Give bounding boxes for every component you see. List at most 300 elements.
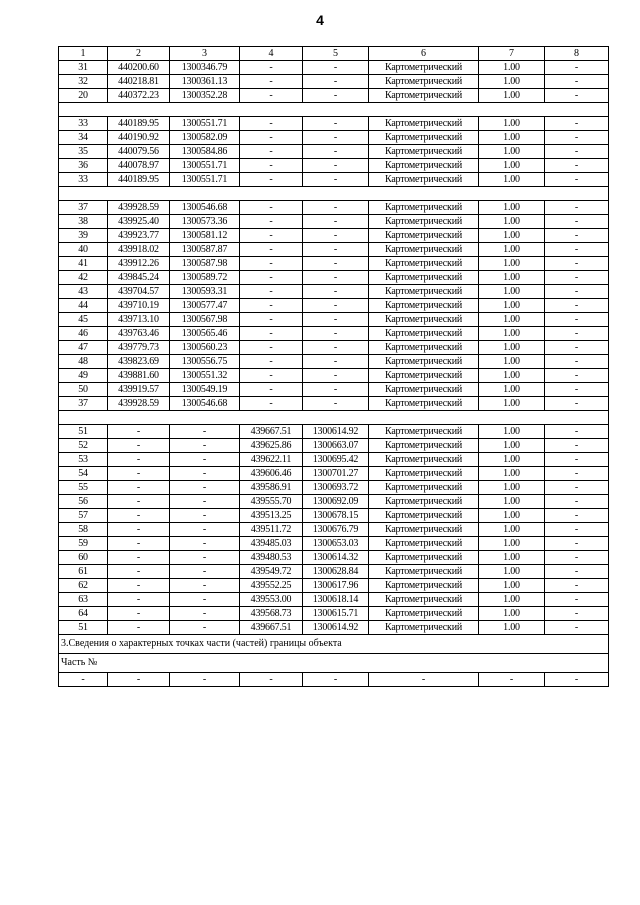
table-cell: - bbox=[545, 673, 609, 687]
table-row bbox=[59, 201, 609, 215]
table-row bbox=[59, 439, 609, 453]
table-cell: 439625.86 bbox=[240, 439, 303, 453]
table-cell: 1300678.15 bbox=[303, 509, 369, 523]
table-cell: - bbox=[545, 285, 609, 299]
table-cell: 1300346.79 bbox=[170, 61, 240, 75]
table-row bbox=[59, 453, 609, 467]
table-cell: - bbox=[303, 201, 369, 215]
table-cell: 439779.73 bbox=[108, 341, 170, 355]
table-cell: - bbox=[545, 327, 609, 341]
table-cell: 439845.24 bbox=[108, 271, 170, 285]
table-cell: Картометрический bbox=[369, 61, 479, 75]
table-row bbox=[59, 257, 609, 271]
table-cell: 1.00 bbox=[479, 621, 545, 635]
table-cell: - bbox=[170, 425, 240, 439]
table-cell: - bbox=[108, 537, 170, 551]
table-row bbox=[59, 397, 609, 411]
table-cell: Картометрический bbox=[369, 89, 479, 103]
table-cell: 1.00 bbox=[479, 355, 545, 369]
table-cell: 63 bbox=[59, 593, 108, 607]
table-row bbox=[59, 271, 609, 285]
table-cell: 1300614.92 bbox=[303, 621, 369, 635]
table-cell: Картометрический bbox=[369, 243, 479, 257]
table-row bbox=[59, 593, 609, 607]
table-cell: 61 bbox=[59, 565, 108, 579]
table-cell: 1300551.32 bbox=[170, 369, 240, 383]
table-cell: 1300556.75 bbox=[170, 355, 240, 369]
table-cell: 439912.26 bbox=[108, 257, 170, 271]
table-cell: - bbox=[303, 369, 369, 383]
table-cell: 439928.59 bbox=[108, 201, 170, 215]
table-cell: - bbox=[545, 621, 609, 635]
table-cell: Картометрический bbox=[369, 495, 479, 509]
table-row bbox=[59, 537, 609, 551]
table-cell: - bbox=[108, 579, 170, 593]
part-label-row bbox=[59, 654, 609, 673]
table-cell: 1300676.79 bbox=[303, 523, 369, 537]
table-cell: - bbox=[369, 673, 479, 687]
table-cell: - bbox=[303, 299, 369, 313]
table-cell: Картометрический bbox=[369, 173, 479, 187]
table-cell: Картометрический bbox=[369, 621, 479, 635]
table-cell: - bbox=[545, 271, 609, 285]
table-cell: 1.00 bbox=[479, 341, 545, 355]
group-separator-row bbox=[59, 103, 609, 117]
table-cell: - bbox=[108, 467, 170, 481]
table-cell: - bbox=[545, 481, 609, 495]
table-cell: - bbox=[303, 145, 369, 159]
table-cell: 440190.92 bbox=[108, 131, 170, 145]
table-row bbox=[59, 215, 609, 229]
table-cell: 46 bbox=[59, 327, 108, 341]
table-cell: - bbox=[303, 243, 369, 257]
table-cell: - bbox=[545, 341, 609, 355]
table-cell: 1.00 bbox=[479, 383, 545, 397]
table-cell: Картометрический bbox=[369, 229, 479, 243]
table-cell: 1.00 bbox=[479, 551, 545, 565]
table-cell: - bbox=[240, 673, 303, 687]
table-cell: - bbox=[545, 495, 609, 509]
table-cell: 1.00 bbox=[479, 257, 545, 271]
table-cell: - bbox=[108, 565, 170, 579]
table-cell: - bbox=[170, 607, 240, 621]
table-cell: 1.00 bbox=[479, 467, 545, 481]
table-cell: 42 bbox=[59, 271, 108, 285]
table-cell: - bbox=[303, 383, 369, 397]
table-cell: Картометрический bbox=[369, 439, 479, 453]
table-cell: 37 bbox=[59, 201, 108, 215]
table-cell: 1300577.47 bbox=[170, 299, 240, 313]
table-cell: 1.00 bbox=[479, 523, 545, 537]
table-cell: 1300584.86 bbox=[170, 145, 240, 159]
table-cell: 1.00 bbox=[479, 313, 545, 327]
table-cell: - bbox=[545, 313, 609, 327]
table-row bbox=[59, 425, 609, 439]
table-row bbox=[59, 607, 609, 621]
table-cell: - bbox=[545, 89, 609, 103]
table-cell: 40 bbox=[59, 243, 108, 257]
table-row bbox=[59, 229, 609, 243]
table-cell: 57 bbox=[59, 509, 108, 523]
table-cell: - bbox=[170, 551, 240, 565]
table-cell: 1.00 bbox=[479, 299, 545, 313]
table-cell: 1.00 bbox=[479, 369, 545, 383]
table-cell: 439555.70 bbox=[240, 495, 303, 509]
table-cell: Картометрический bbox=[369, 131, 479, 145]
table-cell: 41 bbox=[59, 257, 108, 271]
table-cell: - bbox=[240, 383, 303, 397]
separator-cell bbox=[59, 411, 609, 425]
table-cell: - bbox=[545, 453, 609, 467]
table-cell: 1300546.68 bbox=[170, 397, 240, 411]
table-cell: 44 bbox=[59, 299, 108, 313]
table-cell: - bbox=[240, 243, 303, 257]
table-cell: 439918.02 bbox=[108, 243, 170, 257]
table-cell: - bbox=[545, 397, 609, 411]
table-row bbox=[59, 313, 609, 327]
table-cell: 56 bbox=[59, 495, 108, 509]
table-cell: 439549.72 bbox=[240, 565, 303, 579]
table-cell: - bbox=[240, 369, 303, 383]
table-cell: 1.00 bbox=[479, 243, 545, 257]
table-cell: - bbox=[170, 439, 240, 453]
table-cell: - bbox=[545, 75, 609, 89]
table-cell: - bbox=[108, 523, 170, 537]
table-row bbox=[59, 369, 609, 383]
part-label: Часть № bbox=[59, 654, 609, 673]
column-header: 6 bbox=[369, 47, 479, 61]
table-cell: 1300361.13 bbox=[170, 75, 240, 89]
table-cell: 1.00 bbox=[479, 229, 545, 243]
table-cell: 64 bbox=[59, 607, 108, 621]
table-cell: 1.00 bbox=[479, 397, 545, 411]
table-cell: - bbox=[240, 117, 303, 131]
table-cell: - bbox=[303, 117, 369, 131]
table-cell: 32 bbox=[59, 75, 108, 89]
table-cell: - bbox=[545, 159, 609, 173]
table-cell: - bbox=[108, 673, 170, 687]
table-cell: - bbox=[59, 673, 108, 687]
table-cell: 439710.19 bbox=[108, 299, 170, 313]
table-cell: Картометрический bbox=[369, 145, 479, 159]
table-cell: 37 bbox=[59, 397, 108, 411]
table-cell: - bbox=[240, 341, 303, 355]
table-cell: 59 bbox=[59, 537, 108, 551]
table-row bbox=[59, 495, 609, 509]
table-cell: - bbox=[303, 229, 369, 243]
table-cell: - bbox=[240, 355, 303, 369]
table-cell: 1300551.71 bbox=[170, 117, 240, 131]
table-cell: - bbox=[240, 285, 303, 299]
column-header: 4 bbox=[240, 47, 303, 61]
table-cell: 1.00 bbox=[479, 89, 545, 103]
table-cell: - bbox=[170, 495, 240, 509]
table-cell: 1.00 bbox=[479, 327, 545, 341]
table-cell: Картометрический bbox=[369, 201, 479, 215]
table-row bbox=[59, 565, 609, 579]
table-cell: - bbox=[545, 537, 609, 551]
table-cell: - bbox=[108, 593, 170, 607]
table-cell: 439704.57 bbox=[108, 285, 170, 299]
table-cell: 1300693.72 bbox=[303, 481, 369, 495]
table-cell: 38 bbox=[59, 215, 108, 229]
table-cell: - bbox=[240, 89, 303, 103]
table-cell: 49 bbox=[59, 369, 108, 383]
table-cell: - bbox=[303, 313, 369, 327]
table-cell: 439713.10 bbox=[108, 313, 170, 327]
table-cell: - bbox=[303, 75, 369, 89]
table-cell: 1300653.03 bbox=[303, 537, 369, 551]
table-cell: - bbox=[545, 509, 609, 523]
table-cell: 439925.40 bbox=[108, 215, 170, 229]
table-cell: 51 bbox=[59, 425, 108, 439]
table-cell: - bbox=[240, 271, 303, 285]
table-cell: Картометрический bbox=[369, 299, 479, 313]
table-cell: 1300614.32 bbox=[303, 551, 369, 565]
table-cell: 1300352.28 bbox=[170, 89, 240, 103]
table-cell: - bbox=[240, 61, 303, 75]
table-row bbox=[59, 75, 609, 89]
table-cell: - bbox=[545, 551, 609, 565]
table-cell: - bbox=[545, 523, 609, 537]
table-cell: 1.00 bbox=[479, 117, 545, 131]
table-row bbox=[59, 579, 609, 593]
table-cell: 62 bbox=[59, 579, 108, 593]
group-separator-row bbox=[59, 411, 609, 425]
table-cell: 439667.51 bbox=[240, 621, 303, 635]
table-cell: - bbox=[108, 439, 170, 453]
table-cell: - bbox=[545, 173, 609, 187]
table-cell: 50 bbox=[59, 383, 108, 397]
table-cell: 45 bbox=[59, 313, 108, 327]
table-cell: 1300551.71 bbox=[170, 159, 240, 173]
table-row bbox=[59, 243, 609, 257]
table-cell: 1.00 bbox=[479, 579, 545, 593]
table-row bbox=[59, 621, 609, 635]
table-cell: 1300628.84 bbox=[303, 565, 369, 579]
table-row bbox=[59, 467, 609, 481]
table-cell: 1300565.46 bbox=[170, 327, 240, 341]
table-cell: - bbox=[170, 593, 240, 607]
table-cell: - bbox=[108, 425, 170, 439]
table-cell: 439485.03 bbox=[240, 537, 303, 551]
table-cell: 1.00 bbox=[479, 215, 545, 229]
table-cell: 36 bbox=[59, 159, 108, 173]
table-cell: Картометрический bbox=[369, 453, 479, 467]
table-cell: - bbox=[479, 673, 545, 687]
table-row bbox=[59, 341, 609, 355]
column-header: 1 bbox=[59, 47, 108, 61]
table-cell: Картометрический bbox=[369, 159, 479, 173]
table-cell: 20 bbox=[59, 89, 108, 103]
table-cell: - bbox=[545, 467, 609, 481]
table-row bbox=[59, 89, 609, 103]
table-cell: - bbox=[240, 173, 303, 187]
table-cell: - bbox=[545, 299, 609, 313]
table-cell: 1.00 bbox=[479, 131, 545, 145]
table-cell: 1300692.09 bbox=[303, 495, 369, 509]
table-cell: 439568.73 bbox=[240, 607, 303, 621]
table-cell: 439928.59 bbox=[108, 397, 170, 411]
table-cell: 439923.77 bbox=[108, 229, 170, 243]
table-cell: Картометрический bbox=[369, 397, 479, 411]
table-cell: 1.00 bbox=[479, 425, 545, 439]
table-cell: - bbox=[240, 299, 303, 313]
table-cell: - bbox=[170, 673, 240, 687]
table-cell: 34 bbox=[59, 131, 108, 145]
table-row bbox=[59, 117, 609, 131]
table-cell: - bbox=[240, 145, 303, 159]
table-cell: - bbox=[240, 313, 303, 327]
table-cell: 439511.72 bbox=[240, 523, 303, 537]
separator-cell bbox=[59, 103, 609, 117]
table-cell: 1300593.31 bbox=[170, 285, 240, 299]
table-cell: 1.00 bbox=[479, 145, 545, 159]
table-cell: - bbox=[545, 145, 609, 159]
table-cell: - bbox=[170, 537, 240, 551]
table-cell: - bbox=[303, 673, 369, 687]
table-cell: 52 bbox=[59, 439, 108, 453]
table-cell: - bbox=[240, 327, 303, 341]
table-cell: - bbox=[303, 341, 369, 355]
table-cell: Картометрический bbox=[369, 579, 479, 593]
table-cell: Картометрический bbox=[369, 313, 479, 327]
table-cell: - bbox=[108, 509, 170, 523]
table-cell: 1300618.14 bbox=[303, 593, 369, 607]
table-cell: - bbox=[303, 173, 369, 187]
table-cell: - bbox=[240, 397, 303, 411]
table-row bbox=[59, 673, 609, 687]
table-cell: - bbox=[303, 89, 369, 103]
table-cell: 439552.25 bbox=[240, 579, 303, 593]
table-cell: Картометрический bbox=[369, 509, 479, 523]
table-cell: Картометрический bbox=[369, 257, 479, 271]
table-row bbox=[59, 481, 609, 495]
table-cell: Картометрический bbox=[369, 285, 479, 299]
table-cell: 1.00 bbox=[479, 495, 545, 509]
table-cell: - bbox=[108, 495, 170, 509]
table-body bbox=[59, 47, 609, 687]
table-cell: Картометрический bbox=[369, 593, 479, 607]
table-cell: - bbox=[240, 257, 303, 271]
table-row bbox=[59, 61, 609, 75]
table-cell: - bbox=[303, 271, 369, 285]
table-cell: 1.00 bbox=[479, 285, 545, 299]
table-cell: 439881.60 bbox=[108, 369, 170, 383]
table-cell: - bbox=[545, 383, 609, 397]
table-cell: - bbox=[545, 579, 609, 593]
table-cell: 1.00 bbox=[479, 481, 545, 495]
table-cell: 439606.46 bbox=[240, 467, 303, 481]
table-cell: 439622.11 bbox=[240, 453, 303, 467]
table-cell: Картометрический bbox=[369, 341, 479, 355]
table-cell: 440200.60 bbox=[108, 61, 170, 75]
table-cell: - bbox=[240, 201, 303, 215]
table-cell: - bbox=[170, 453, 240, 467]
table-cell: 31 bbox=[59, 61, 108, 75]
table-cell: 1300587.98 bbox=[170, 257, 240, 271]
table-cell: Картометрический bbox=[369, 327, 479, 341]
table-cell: - bbox=[545, 117, 609, 131]
table-cell: 1.00 bbox=[479, 159, 545, 173]
column-header: 7 bbox=[479, 47, 545, 61]
table-cell: - bbox=[240, 215, 303, 229]
table-cell: Картометрический bbox=[369, 369, 479, 383]
table-cell: - bbox=[108, 551, 170, 565]
table-cell: - bbox=[303, 355, 369, 369]
table-cell: 439763.46 bbox=[108, 327, 170, 341]
table-cell: 60 bbox=[59, 551, 108, 565]
table-cell: Картометрический bbox=[369, 75, 479, 89]
table-cell: 1300581.12 bbox=[170, 229, 240, 243]
table-cell: 440189.95 bbox=[108, 173, 170, 187]
table-cell: - bbox=[545, 243, 609, 257]
table-cell: - bbox=[545, 607, 609, 621]
table-cell: 53 bbox=[59, 453, 108, 467]
table-cell: 39 bbox=[59, 229, 108, 243]
table-cell: 1300663.07 bbox=[303, 439, 369, 453]
table-cell: - bbox=[240, 229, 303, 243]
table-cell: 440189.95 bbox=[108, 117, 170, 131]
table-cell: Картометрический bbox=[369, 607, 479, 621]
table-cell: 1.00 bbox=[479, 565, 545, 579]
table-cell: 1300546.68 bbox=[170, 201, 240, 215]
table-cell: 1.00 bbox=[479, 593, 545, 607]
table-row bbox=[59, 355, 609, 369]
table-cell: 1300549.19 bbox=[170, 383, 240, 397]
table-cell: 440078.97 bbox=[108, 159, 170, 173]
section-title: 3.Сведения о характерных точках части (частей) границы объекта bbox=[59, 635, 609, 654]
separator-cell bbox=[59, 187, 609, 201]
table-row bbox=[59, 383, 609, 397]
column-header: 2 bbox=[108, 47, 170, 61]
table-cell: - bbox=[303, 131, 369, 145]
table-cell: - bbox=[545, 229, 609, 243]
table-cell: 439919.57 bbox=[108, 383, 170, 397]
table-cell: - bbox=[303, 397, 369, 411]
table-cell: 1.00 bbox=[479, 271, 545, 285]
table-cell: - bbox=[545, 439, 609, 453]
table-cell: Картометрический bbox=[369, 537, 479, 551]
table-cell: 1300614.92 bbox=[303, 425, 369, 439]
table-cell: - bbox=[240, 131, 303, 145]
table-cell: - bbox=[545, 215, 609, 229]
table-cell: - bbox=[303, 61, 369, 75]
table-cell: 1300589.72 bbox=[170, 271, 240, 285]
table-cell: 47 bbox=[59, 341, 108, 355]
table-cell: - bbox=[303, 327, 369, 341]
table-cell: Картометрический bbox=[369, 565, 479, 579]
table-cell: - bbox=[170, 523, 240, 537]
boundary-points-table bbox=[58, 46, 609, 687]
table-cell: 1.00 bbox=[479, 509, 545, 523]
table-cell: Картометрический bbox=[369, 425, 479, 439]
table-cell: - bbox=[170, 509, 240, 523]
table-row bbox=[59, 523, 609, 537]
table-cell: 58 bbox=[59, 523, 108, 537]
table-cell: 1300587.87 bbox=[170, 243, 240, 257]
column-header: 5 bbox=[303, 47, 369, 61]
table-row bbox=[59, 509, 609, 523]
table-cell: - bbox=[303, 159, 369, 173]
table-cell: - bbox=[303, 215, 369, 229]
table-cell: Картометрический bbox=[369, 215, 479, 229]
table-cell: - bbox=[108, 607, 170, 621]
table-cell: - bbox=[240, 75, 303, 89]
table-cell: Картометрический bbox=[369, 523, 479, 537]
table-cell: - bbox=[303, 257, 369, 271]
page-number: 4 bbox=[316, 12, 324, 28]
